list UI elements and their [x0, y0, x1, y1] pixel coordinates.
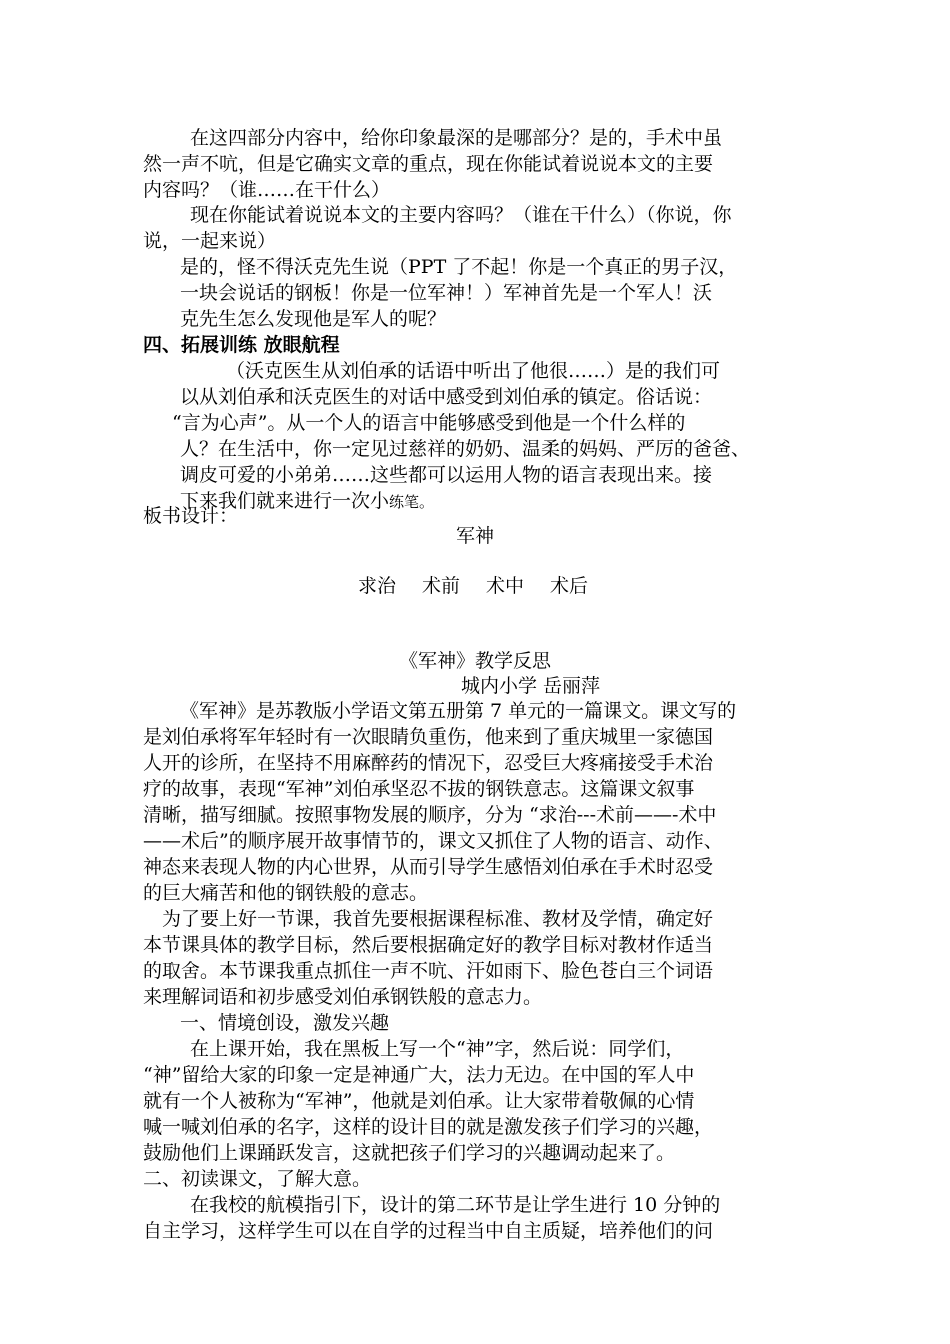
board-items — [0, 573, 948, 599]
paragraph-line: 一块会说话的钢板！你是一位军神！）军神首先是一个军人！沃 — [180, 282, 713, 304]
reflection-author: 城内小学 岳丽萍 — [461, 675, 601, 697]
paragraph-line: （沃克医生从刘伯承的话语中听出了他很……）是的我们可 — [226, 360, 721, 382]
paragraph-text-small: 练笔。 — [389, 493, 435, 511]
paragraph-text: 下来我们就来进行一次小 — [180, 490, 390, 512]
paragraph-line: 来理解词语和初步感受刘伯承钢铁般的意志力。 — [143, 986, 543, 1008]
paragraph-line: 内容吗？（谁……在干什么） — [143, 179, 391, 201]
paragraph-line: 本节课具体的教学目标，然后要根据确定好的教学目标对教材作适当 — [143, 934, 714, 956]
paragraph-line: 就有一个人被称为“军神”，他就是刘伯承。让大家带着敬佩的心情 — [143, 1090, 695, 1112]
board-design-label: 板书设计： — [143, 505, 239, 527]
paragraph-line: 是刘伯承将军年轻时有一次眼睛负重伤，他来到了重庆城里一家德国 — [143, 726, 714, 748]
paragraph-line: 的取舍。本节课我重点抓住一声不吭、汗如雨下、脸色苍白三个词语 — [143, 960, 714, 982]
reflection-title: 《军神》教学反思 — [398, 650, 551, 672]
board-title: 军神 — [455, 525, 494, 547]
section-heading: 二、初读课文，了解大意。 — [143, 1168, 372, 1190]
paragraph-line: 鼓励他们上课踊跃发言，这就把孩子们学习的兴趣调动起来了。 — [143, 1142, 676, 1164]
paragraph-line: “神”留给大家的印象一定是神通广大，法力无边。在中国的军人中 — [143, 1064, 695, 1086]
paragraph-line: 在这四部分内容中，给你印象最深的是哪部分？是的，手术中虽 — [190, 127, 723, 149]
board-item: 求治 — [357, 575, 396, 597]
paragraph-line: 为了要上好一节课，我首先要根据课程标准、教材及学情，确定好 — [162, 908, 714, 930]
board-item: 术前 — [421, 575, 460, 597]
paragraph-line: 调皮可爱的小弟弟……这些都可以运用人物的语言表现出来。接 — [180, 464, 713, 486]
paragraph-line: 克先生怎么发现他是军人的呢？ — [180, 308, 447, 330]
paragraph-line: 现在你能试着说说本文的主要内容吗？（谁在干什么）（你说，你 — [190, 204, 732, 226]
paragraph-line: 喊一喊刘伯承的名字，这样的设计目的就是激发孩子们学习的兴趣， — [143, 1116, 714, 1138]
paragraph-line: 神态来表现人物的内心世界，从而引导学生感悟刘伯承在手术时忍受 — [143, 856, 714, 878]
paragraph-line: 在上课开始，我在黑板上写一个“神”字，然后说：同学们， — [190, 1038, 685, 1060]
paragraph-line: 以从刘伯承和沃克医生的对话中感受到刘伯承的镇定。俗话说： — [180, 386, 713, 408]
paragraph-line: 是的，怪不得沃克先生说（PPT 了不起！你是一个真正的男子汉， — [180, 256, 738, 278]
paragraph-line: 人？在生活中，你一定见过慈祥的奶奶、温柔的妈妈、严厉的爸爸、 — [180, 438, 751, 460]
board-item: 术中 — [486, 575, 525, 597]
paragraph-line: 疗的故事，表现“军神”刘伯承坚忍不拔的钢铁意志。这篇课文叙事 — [143, 778, 695, 800]
board-item: 术后 — [550, 575, 589, 597]
paragraph-line: 在我校的航模指引下，设计的第二环节是让学生进行 10 分钟的 — [190, 1194, 721, 1216]
paragraph-line: 人开的诊所，在坚持不用麻醉药的情况下，忍受巨大疼痛接受手术治 — [143, 752, 714, 774]
paragraph-line: “言为心声”。从一个人的语言中能够感受到他是一个什么样的 — [172, 412, 686, 434]
paragraph-line: ——术后”的顺序展开故事情节的，课文又抓住了人物的语言、动作、 — [143, 830, 723, 852]
paragraph-line: 的巨大痛苦和他的钢铁般的意志。 — [143, 882, 429, 904]
section-heading: 一、情境创设，激发兴趣 — [180, 1012, 390, 1034]
paragraph-line: 清晰，描写细腻。按照事物发展的顺序，分为 “求治---术前——-术中 — [143, 804, 717, 826]
paragraph-line: 自主学习，这样学生可以在自学的过程当中自主质疑，培养他们的问 — [143, 1220, 714, 1242]
paragraph-line: 《军神》是苏教版小学语文第五册第 7 单元的一篇课文。课文写的 — [180, 700, 737, 722]
paragraph-line: 说，一起来说） — [143, 230, 277, 252]
paragraph-line: 然一声不吭，但是它确实文章的重点，现在你能试着说说本文的主要 — [143, 153, 714, 175]
section-heading: 四、拓展训练 放眼航程 — [143, 334, 340, 356]
